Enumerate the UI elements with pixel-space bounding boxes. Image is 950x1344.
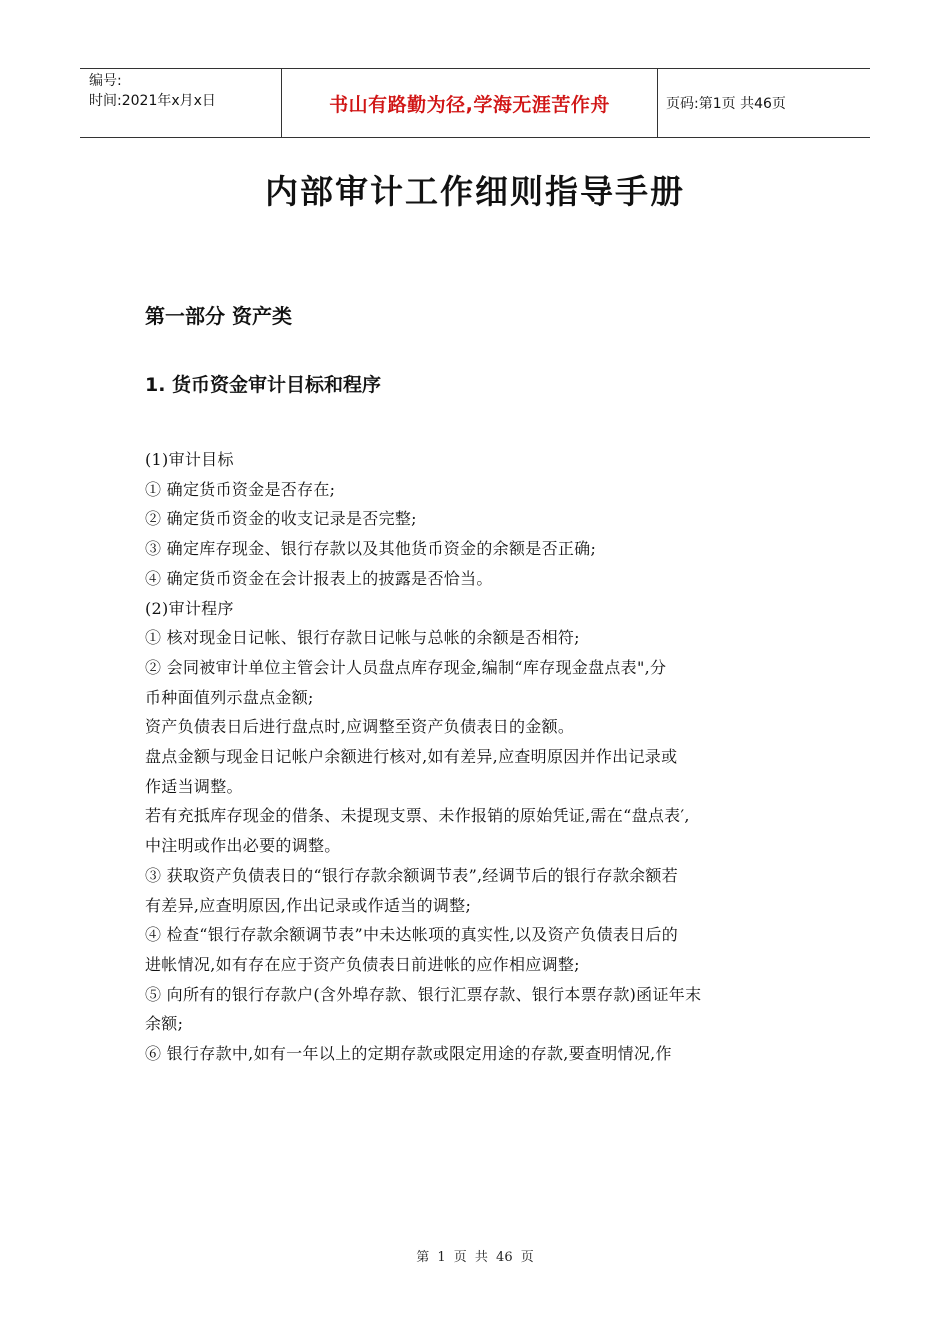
- body-line: ③ 获取资产负债表日的“银行存款余额调节表”,经调节后的银行存款余额若: [145, 865, 679, 885]
- header-motto: 书山有路勤为径,学海无涯苦作舟: [282, 69, 658, 137]
- document-date: 时间:2021年x月x日: [89, 93, 216, 109]
- body-line: ⑤ 向所有的银行存款户(含外埠存款、银行汇票存款、银行本票存款)函证年末: [145, 984, 702, 1004]
- body-line: 中注明或作出必要的调整。: [145, 836, 341, 856]
- body-line: ③ 确定库存现金、银行存款以及其他货币资金的余额是否正确;: [145, 539, 597, 559]
- body-line: (1)审计目标: [145, 450, 234, 469]
- body-line: 有差异,应查明原因,作出记录或作适当的调整;: [145, 895, 472, 915]
- body-line: ② 确定货币资金的收支记录是否完整;: [145, 509, 417, 529]
- page-header: [80, 68, 870, 138]
- body-line: 资产负债表日后进行盘点时,应调整至资产负债表日的金额。: [145, 717, 575, 737]
- body-line: ① 确定货币资金是否存在;: [145, 479, 336, 499]
- body-line: ⑥ 银行存款中,如有一年以上的定期存款或限定用途的存款,要查明情况,作: [145, 1044, 672, 1064]
- body-line: ④ 检查“银行存款余额调节表”中未达帐项的真实性,以及资产负债表日后的: [145, 925, 679, 945]
- body-line: 盘点金额与现金日记帐户余额进行核对,如有差异,应查明原因并作出记录或: [145, 747, 678, 767]
- body-line: 币种面值列示盘点金额;: [145, 687, 314, 707]
- body-line: ② 会同被审计单位主管会计人员盘点库存现金,编制“库存现金盘点表",分: [145, 657, 667, 677]
- body-line: (2)审计程序: [145, 598, 234, 618]
- body-line: 若有充抵库存现金的借条、未提现支票、未作报销的原始凭证,需在“盘点表′,: [145, 806, 690, 826]
- header-meta: [80, 69, 282, 137]
- body-line: ④ 确定货币资金在会计报表上的披露是否恰当。: [145, 568, 493, 588]
- header-page-info: 页码:第1页 共46页: [666, 96, 786, 112]
- section-heading: 1. 货币资金审计目标和程序: [145, 374, 382, 396]
- document-body: [145, 445, 815, 1069]
- page-footer: 第 1 页 共 46 页: [416, 1250, 534, 1265]
- body-line: 作适当调整。: [145, 776, 243, 796]
- document-title: 内部审计工作细则指导手册: [265, 172, 685, 211]
- body-line: 进帐情况,如有存在应于资产负债表日前进帐的应作相应调整;: [145, 954, 580, 974]
- body-line: ① 核对现金日记帐、银行存款日记帐与总帐的余额是否相符;: [145, 628, 580, 648]
- body-line: 余额;: [145, 1014, 184, 1034]
- part-heading: 第一部分 资产类: [145, 304, 292, 328]
- document-number-label: 编号:: [89, 73, 122, 89]
